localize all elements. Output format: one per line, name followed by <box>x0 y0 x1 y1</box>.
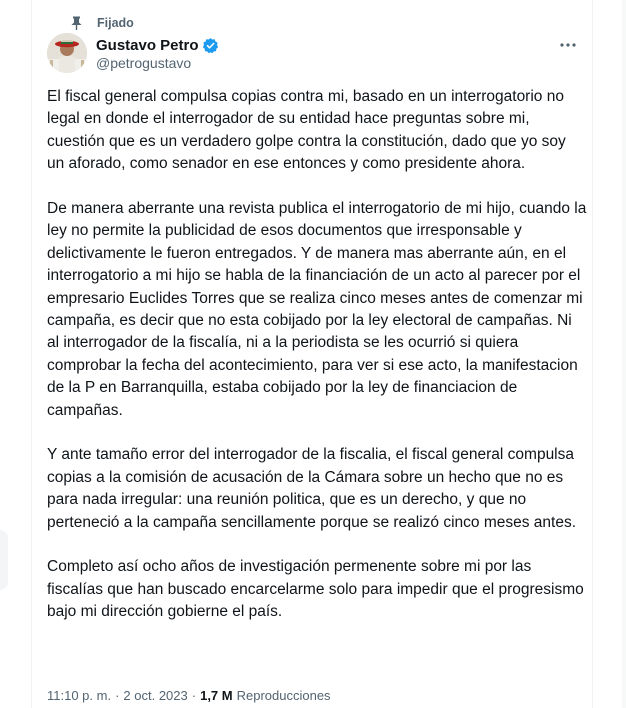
author-name-row[interactable] <box>96 35 219 55</box>
pinned-indicator <box>70 14 134 32</box>
pin-icon <box>70 16 83 30</box>
views-count: 1,7 M <box>200 687 233 703</box>
meta-separator: · <box>191 687 197 703</box>
avatar[interactable] <box>47 33 87 73</box>
tweet-text <box>47 86 587 646</box>
verified-badge-icon[interactable] <box>202 37 219 54</box>
tweet-time[interactable]: 11:10 p. m. <box>47 687 112 703</box>
more-options-button[interactable] <box>556 35 580 55</box>
tweet-paragraph: Y ante tamaño error del interrogador de la fiscalia, el fiscal general compulsa copias a la comisión de acusación de la Cámara sobre un hecho que no es para nada irregular: una reunión politica, que es un derecho, y que no perteneció a la campaña sencillamente porque se realizó cinco meses antes. <box>47 446 577 531</box>
side-panel-edge <box>0 530 8 590</box>
tweet-paragraph: De manera aberrante una revista publica el interrogatorio de mi hijo, cuando la ley no permite la publicidad de esos documentos que irresponsable y delictivamente le fueron entregados. Y de manera mas aberrante aún, en el interrogatorio a mi hijo se habla de la financiación de un acto al parecer por el empresario Euclides Torres que se realiza cinco meses antes de comenzar mi campaña, es decir que no esta cobijado por la ley electoral de campañas. Ni al interrogador de la fiscalía, ni a la periodista se les ocurrió si quiera comprobar la fecha del acontecimiento, para ver si ese acto, la manifestacion de la P en Barranquilla, estaba cobijado por la ley de financiacion de campañas. <box>47 200 587 419</box>
author-display-name[interactable]: Gustavo Petro <box>96 36 199 54</box>
scrollbar-track[interactable] <box>622 0 626 708</box>
author-handle[interactable]: @petrogustavo <box>96 55 192 71</box>
tweet-date[interactable]: 2 oct. 2023 <box>123 687 188 703</box>
views-label: Reproducciones <box>236 687 331 703</box>
tweet-paragraph: Completo así ocho años de investigación permenente sobre mi por las fiscalías que han buscado encarcelarme solo para impedir que el progresismo bajo mi dirección gobierne el país. <box>47 558 584 621</box>
pinned-label: Fijado <box>97 16 134 30</box>
tweet-paragraph: El fiscal general compulsa copias contra mi, basado en un interrogatorio no legal en donde el interrogador de su entidad hace preguntas sobre mi, cuestión que es un verdadero golpe contra la constitución, dado que yo soy un aforado, como senador en ese entonces y como presidente ahora. <box>47 88 566 173</box>
more-icon <box>560 43 576 47</box>
avatar-image <box>47 33 87 73</box>
tweet-meta <box>47 686 331 704</box>
meta-separator: · <box>115 687 120 703</box>
